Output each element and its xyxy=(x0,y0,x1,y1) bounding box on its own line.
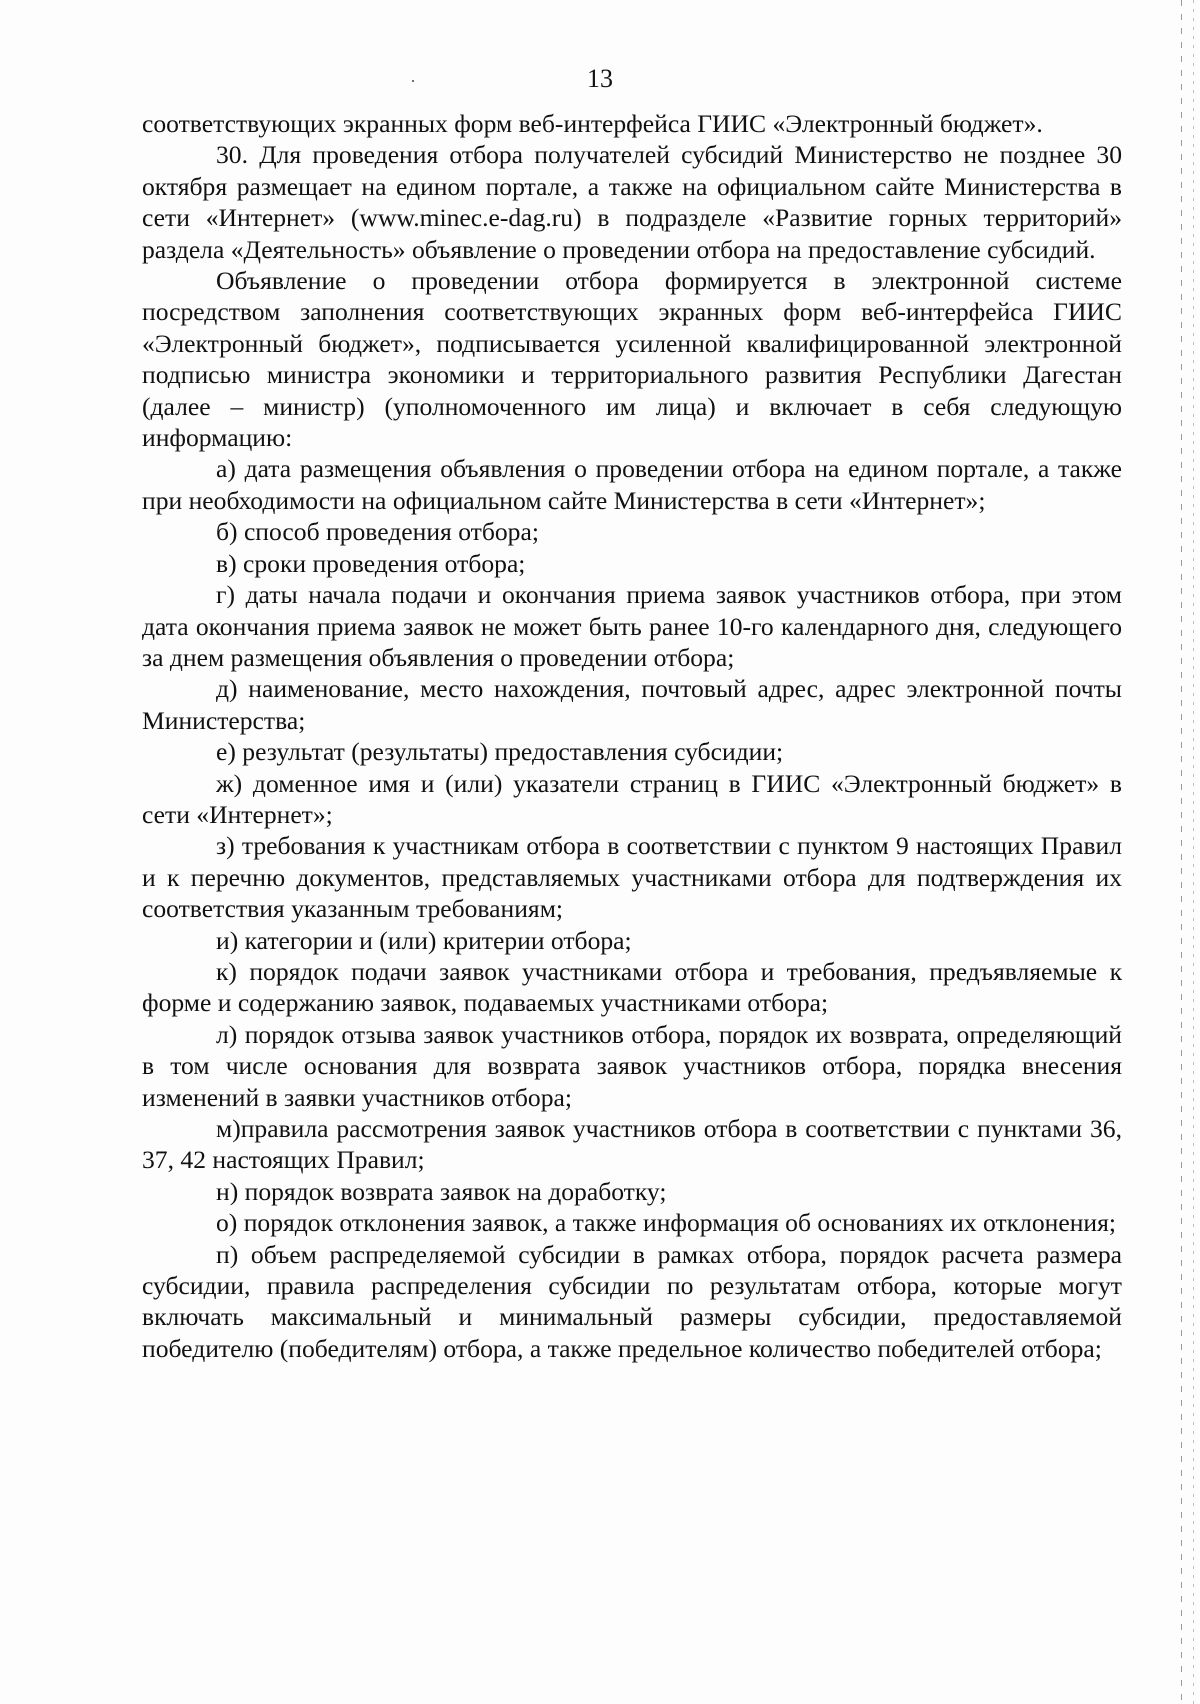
list-item: к) порядок подачи заявок участниками отбора и требования, предъявляемые к форме и содержанию заявок, подаваемых участниками отбора; xyxy=(142,956,1122,1018)
list-item: е) результат (результаты) предоставления субсидии; xyxy=(216,737,784,767)
paragraph: 30. Для проведения отбора получателей субсидий Министерство не позднее 30 октября размещает на едином портале, а также на официальном сайте Министерства в сети «Интернет» (www.minec.e-dag.ru) в подразделе «Развитие горных территорий» раздела «Деятельность» объявление о проведении отбора на предоставление субсидий. xyxy=(142,140,1122,264)
list-item: в) сроки проведения отбора; xyxy=(216,548,526,578)
scan-edge-line-outer xyxy=(1193,0,1194,1704)
page-number: 13 xyxy=(587,64,613,93)
document-body xyxy=(142,108,1122,1364)
list-item: з) требования к участникам отбора в соответствии с пунктом 9 настоящих Правил и к перечню документов, представляемых участниками отбора для подтверждения их соответствия указанным требованиям; xyxy=(142,831,1122,924)
list-item: н) порядок возврата заявок на доработку; xyxy=(216,1176,667,1206)
list-item: ж) доменное имя и (или) указатели страниц в ГИИС «Электронный бюджет» в сети «Интернет»; xyxy=(142,768,1122,829)
list-item: б) способ проведения отбора; xyxy=(216,517,539,547)
list-item: а) дата размещения объявления о проведении отбора на едином портале, а также при необходимости на официальном сайте Министерства в сети «Интернет»; xyxy=(142,454,1122,515)
list-item: и) категории и (или) критерии отбора; xyxy=(216,925,632,955)
paragraph: Объявление о проведении отбора формируется в электронной системе посредством заполнения соответствующих экранных форм веб-интерфейса ГИИС «Электронный бюджет», подписывается усиленной квалифицированной электронной подписью министра экономики и территориального развития Республики Дагестан (далее – министр) (уполномоченного им лица) и включает в себя следующую информацию: xyxy=(142,266,1122,453)
list-item: д) наименование, место нахождения, почтовый адрес, адрес электронной почты Министерства; xyxy=(142,674,1122,735)
list-item: п) объем распределяемой субсидии в рамках отбора, порядок расчета размера субсидии, правила распределения субсидии по результатам отбора, которые могут включать максимальный и минимальный размеры субсидии, предоставляемой победителю (победителям) отбора, а также предельное количество победителей отбора; xyxy=(142,1239,1122,1363)
list-item: м)правила рассмотрения заявок участников отбора в соответствии с пунктами 36, 37, 42 настоящих Правил; xyxy=(142,1114,1122,1175)
list-item: о) порядок отклонения заявок, а также информация об основаниях их отклонения; xyxy=(216,1208,1117,1238)
list-item: л) порядок отзыва заявок участников отбора, порядок их возврата, определяющий в том числе основания для возврата заявок участников отбора, порядка внесения изменений в заявки участников отбора; xyxy=(142,1019,1122,1112)
paragraph: соответствующих экранных форм веб-интерфейса ГИИС «Электронный бюджет». xyxy=(142,109,1043,138)
scan-edge-line xyxy=(1181,0,1182,1704)
list-item: г) даты начала подачи и окончания приема заявок участников отбора, при этом дата окончания приема заявок не может быть ранее 10-го календарного дня, следующего за днем размещения объявления о проведении отбора; xyxy=(142,580,1122,672)
